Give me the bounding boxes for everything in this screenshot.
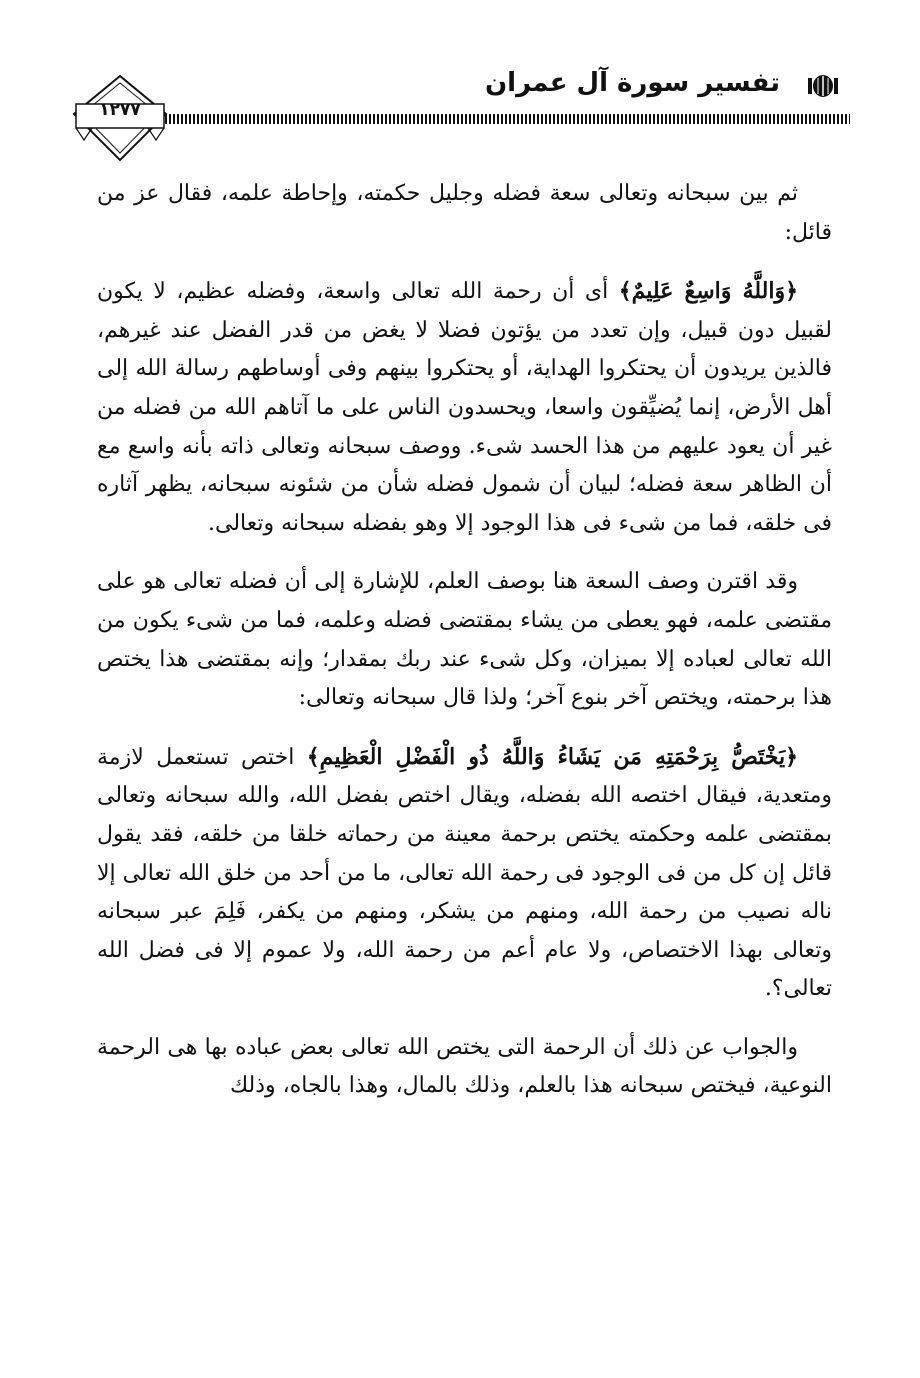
page-body (97, 175, 832, 1126)
paragraph-text: أى أن رحمة الله تعالى واسعة، وفضله عظيم، لا يكون لقبيل دون قبيل، وإن تعدد من يؤتون فضلا لا يغض من قدر الفضل عند غيرهم، فالذين يريدون أن يحتكروا الهداية، أو يحتكروا بينهم وفى أوساطهم رسالة الله إلى أهل الأرض، إنما يُضيِّقون واسعا، ويحسدون الناس على ما آتاهم الله من فضله من غير أن يعود عليهم من هذا الحسد شىء. ووصف سبحانه وتعالى ذاته بأنه واسع مع أن الظاهر سعة فضله؛ لبيان أن شمول فضله شأن من شئونه سبحانه، يظهر آثاره فى خلقه، فما من شىء فى هذا الوجود إلا وهو بفضله سبحانه وتعالى. (97, 279, 832, 536)
paragraph-answer: والجواب عن ذلك أن الرحمة التى يختص الله تعالى بعض عباده بها هى الرحمة النوعية، فيختص سبحانه هذا بالعلم، وذلك بالمال، وهذا بالجاه، وذلك (97, 1034, 832, 1099)
header-rule (165, 114, 850, 124)
paragraph-knowledge: وقد اقترن وصف السعة هنا بوصف العلم، للإشارة إلى أن فضله تعالى هو على مقتضى علمه، فهو يعطى من يشاء بمقتضى فضله وعلمه، فما من شىء يكون من الله تعالى لعباده إلا بميزان، وكل شىء عند ربك بمقدار؛ وإنه بمقتضى هذا يختص هذا برحمته، ويختص آخر بنوع آخر؛ ولذا قال سبحانه وتعالى: (97, 569, 832, 711)
paragraph-intro: ثم بين سبحانه وتعالى سعة فضله وجليل حكمته، وإحاطة علمه، فقال عز من قائل: (97, 181, 832, 245)
quran-verse: ﴿يَخْتَصُّ بِرَحْمَتِهِ مَن يَشَاءُ وَاللَّهُ ذُو الْفَضْلِ الْعَظِيمِ﴾ (306, 743, 798, 770)
page-title: تفسير سورة آل عمران (484, 68, 780, 98)
page-header (70, 60, 850, 170)
paragraph-text: اختص تستعمل لازمة ومتعدية، فيقال اختصه الله بفضله، ويقال اختص بفضل الله، والله سبحانه وتعالى بمقتضى علمه وحكمته يختص برحمة معينة من رحماته خلقا من خلقه، فقد يقول قائل إن كل من فى الوجود فى رحمة الله تعالى، ما من أحد من خلق الله تعالى إلا ناله نصيب من رحمة الله، ومنهم من يشكر، ومنهم من يكفر، فَلِمَ عبر سبحانه وتعالى بهذا الاختصاص، ولا عام أعم من رحمة الله، ولا عموم إلا فى فضل الله تعالى؟. (97, 744, 832, 1002)
paragraph-verse-1 (97, 272, 832, 543)
quran-verse: ﴿وَاللَّهُ وَاسِعٌ عَلِيمٌ﴾ (618, 278, 799, 305)
paragraph-verse-2 (97, 738, 832, 1009)
ornament-icon (806, 72, 840, 100)
page-number: ١٢٧٧ (99, 100, 141, 120)
